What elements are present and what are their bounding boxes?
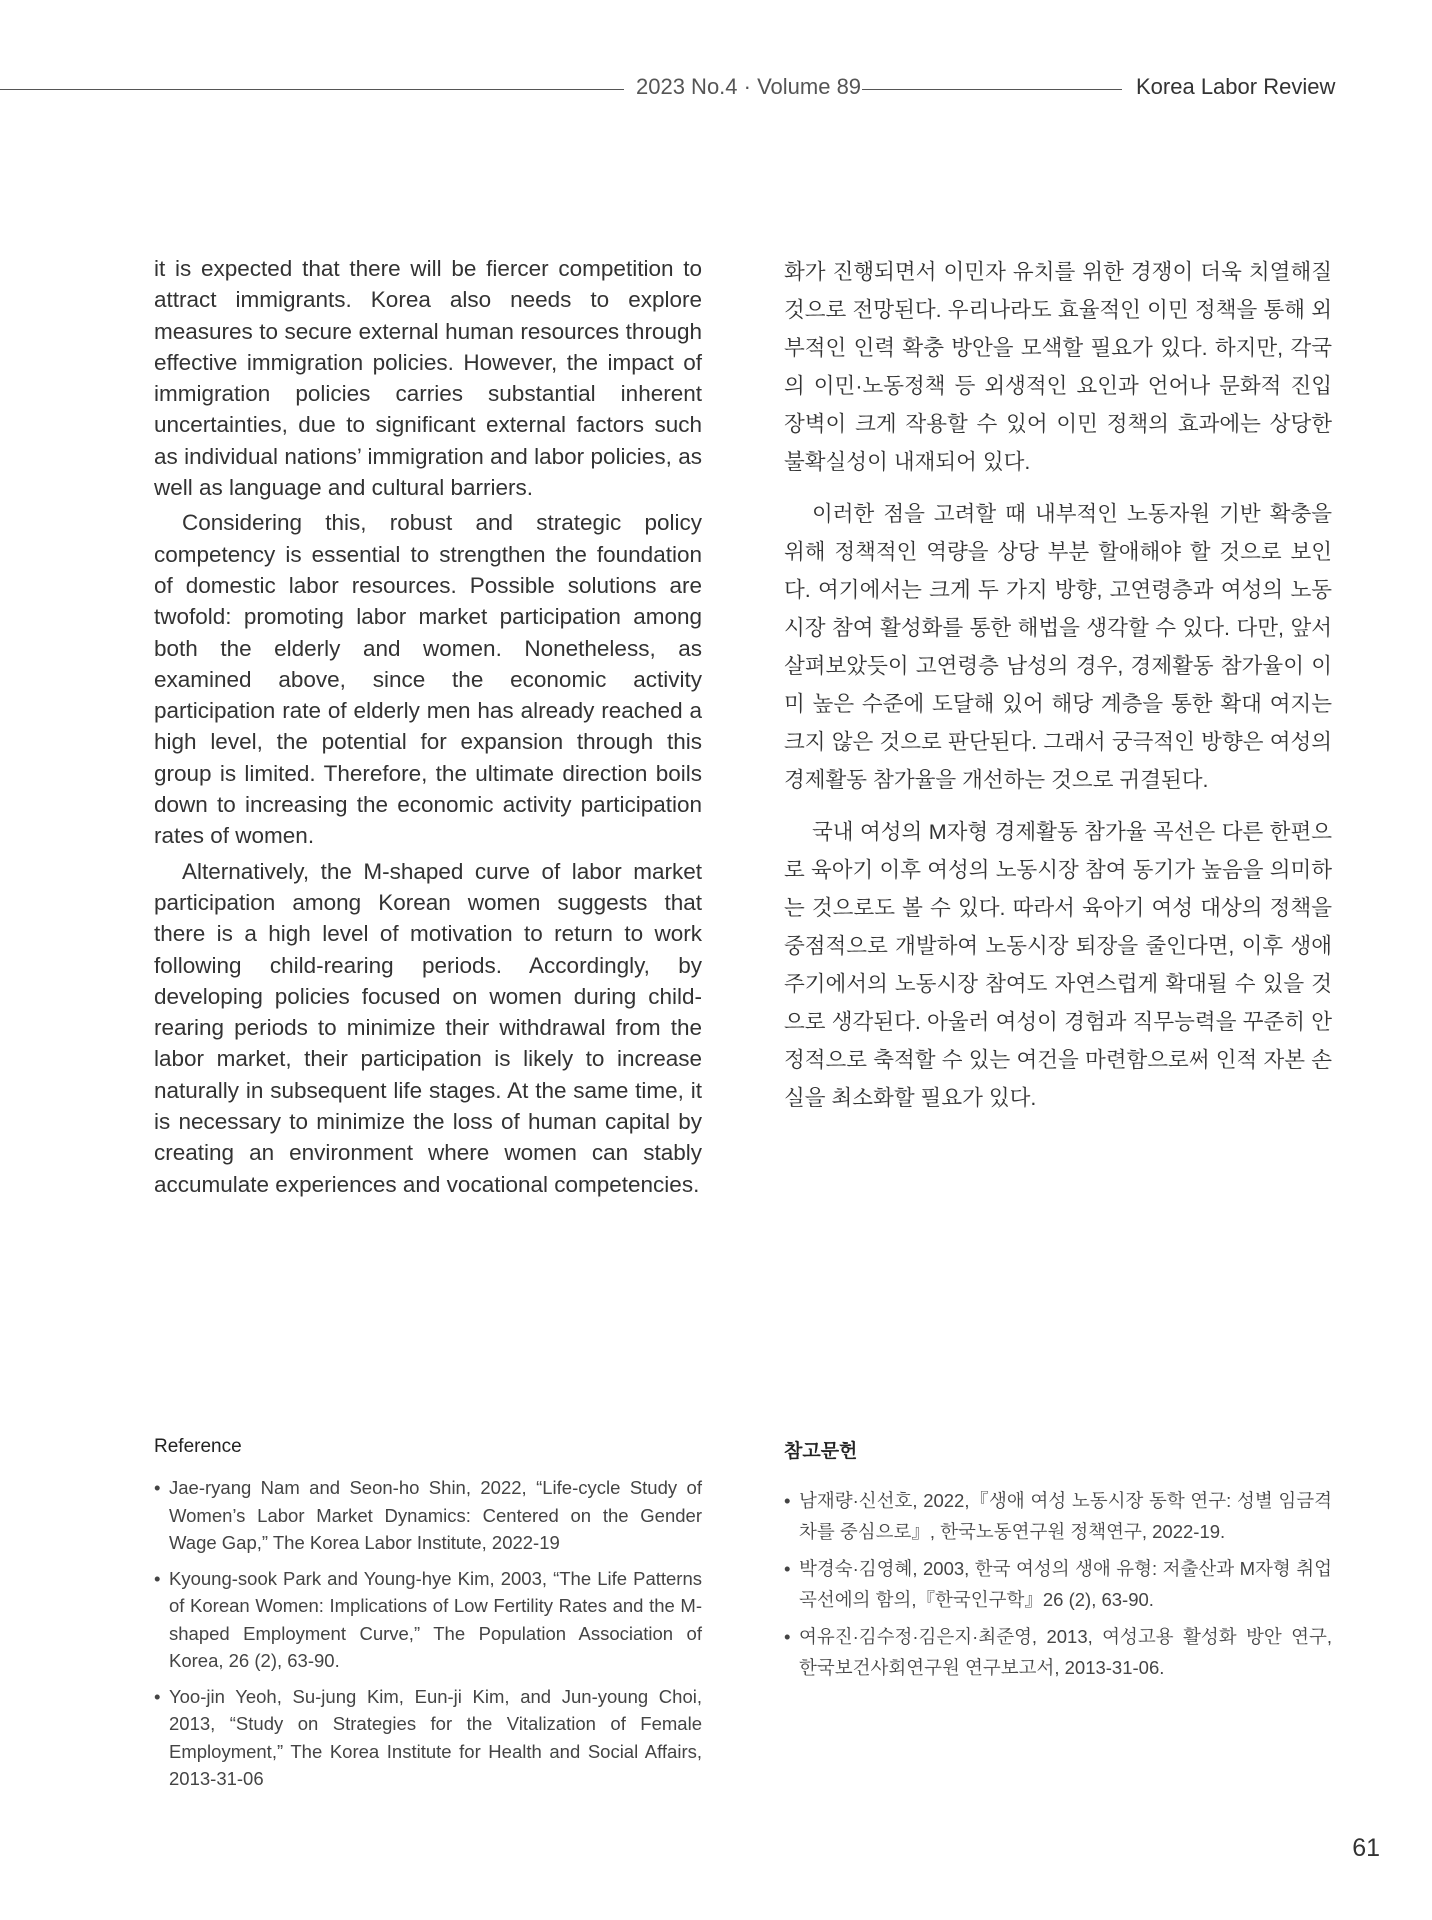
bullet-icon: • [154,1567,161,1589]
bullet-icon: • [154,1685,161,1707]
reference-item [154,1683,702,1793]
header-rule-middle [862,89,1122,90]
bullet-icon: • [784,1626,791,1647]
references-korean [784,1436,1332,1689]
reference-item [784,1485,1332,1547]
korean-paragraph: 화가 진행되면서 이민자 유치를 위한 경쟁이 더욱 치열해질 것으로 전망된다. 우리나라도 효율적인 이민 정책을 통해 외부적인 인력 확충 방안을 모색할 필요가 있다. 하지만, 각국의 이민·노동정책 등 외생적인 요인과 언어나 문화적 진입 장벽이 크게 작용할 수 있어 이민 정책의 효과에는 상당한 불확실성이 내재되어 있다. [784,260,1332,474]
journal-title: Korea Labor Review [1136,74,1336,99]
reference-text: 여유진·김수정·김은지·최준영, 2013, 여성고용 활성화 방안 연구, 한국보건사회연구원 연구보고서, 2013-31-06. [799,1626,1332,1678]
reference-text: Kyoung-sook Park and Young-hye Kim, 2003, “The Life Patterns of Korean Women: Implications of Low Fertility Rates and the M-shaped Employment Curve,” The Population Association of Korea, 26 (2), 63-90. [169,1567,702,1671]
header-rule-left [0,89,624,90]
reference-item [154,1474,702,1557]
bullet-icon: • [784,1558,791,1579]
bullet-icon: • [784,1490,791,1511]
reference-text: 남재량·신선호, 2022,『생애 여성 노동시장 동학 연구: 성별 임금격차를 중심으로』, 한국노동연구원 정책연구, 2022-19. [799,1490,1332,1542]
references-english-title: Reference [154,1436,242,1457]
reference-item [784,1553,1332,1615]
english-paragraph: it is expected that there will be fiercer competition to attract immigrants. Korea also needs to explore measures to secure external human resources through effective immigration policies. However, the impact of immigration policies carries substantial inherent uncertainties, due to significant external factors such as individual nations’ immigration and labor policies, as well as language and cultural barriers. [154,256,702,501]
korean-paragraph: 이러한 점을 고려할 때 내부적인 노동자원 기반 확충을 위해 정책적인 역량을 상당 부분 할애해야 할 것으로 보인다. 여기에서는 크게 두 가지 방향, 고연령층과 여성의 노동시장 참여 활성화를 통한 해법을 생각할 수 있다. 다만, 앞서 살펴보았듯이 고연령층 남성의 경우, 경제활동 참가율이 이미 높은 수준에 도달해 있어 해당 계층을 통한 확대 여지는 크지 않은 것으로 판단된다. 그래서 궁극적인 방향은 여성의 경제활동 참가율을 개선하는 것으로 귀결된다. [784,502,1332,792]
references-english [154,1436,702,1801]
reference-item [784,1621,1332,1683]
reference-text: 박경숙·김영혜, 2003, 한국 여성의 생애 유형: 저출산과 M자형 취업곡선에의 함의,『한국인구학』26 (2), 63-90. [799,1558,1332,1610]
english-body-column [154,253,702,1200]
korean-body-column [784,253,1332,1117]
reference-item [154,1565,702,1675]
korean-paragraph: 국내 여성의 M자형 경제활동 참가율 곡선은 다른 한편으로 육아기 이후 여성의 노동시장 참여 동기가 높음을 의미하는 것으로도 볼 수 있다. 따라서 육아기 여성 대상의 정책을 중점적으로 개발하여 노동시장 퇴장을 줄인다면, 이후 생애 주기에서의 노동시장 참여도 자연스럽게 확대될 수 있을 것으로 생각된다. 아울러 여성이 경험과 직무능력을 꾸준히 안정적으로 축적할 수 있는 여건을 마련함으로써 인적 자본 손실을 최소화할 필요가 있다. [784,820,1332,1110]
reference-text: Jae-ryang Nam and Seon-ho Shin, 2022, “Life-cycle Study of Women’s Labor Market Dynamics: Centered on the Gender Wage Gap,” The Korea Labor Institute, 2022-19 [169,1477,702,1553]
reference-list [154,1474,702,1793]
issue-label: 2023 No.4 · Volume 89 [636,74,862,99]
english-paragraph: Alternatively, the M-shaped curve of labor market participation among Korean women suggests that there is a high level of motivation to return to work following child-rearing periods. Accordingly, by developing policies focused on women during child-rearing periods to minimize their withdrawal from the labor market, their participation is likely to increase naturally in subsequent life stages. At the same time, it is necessary to minimize the loss of human capital by creating an environment where women can stably accumulate experiences and vocational competencies. [154,858,702,1197]
bullet-icon: • [154,1477,161,1498]
page-number: 61 [1352,1834,1380,1862]
references-korean-title: 참고문헌 [784,1441,858,1462]
reference-list [784,1485,1332,1683]
reference-text: Yoo-jin Yeoh, Su-jung Kim, Eun-ji Kim, and Jun-young Choi, 2013, “Study on Strategies for the Vitalization of Female Employment,” The Korea Institute for Health and Social Affairs, 2013-31-06 [169,1685,702,1789]
english-paragraph: Considering this, robust and strategic policy competency is essential to strengthen the foundation of domestic labor resources. Possible solutions are twofold: promoting labor market participation among both the elderly and women. Nonetheless, as examined above, since the economic activity participation rate of elderly men has already reached a high level, the potential for expansion through this group is limited. Therefore, the ultimate direction boils down to increasing the economic activity participation rates of women. [154,510,702,849]
